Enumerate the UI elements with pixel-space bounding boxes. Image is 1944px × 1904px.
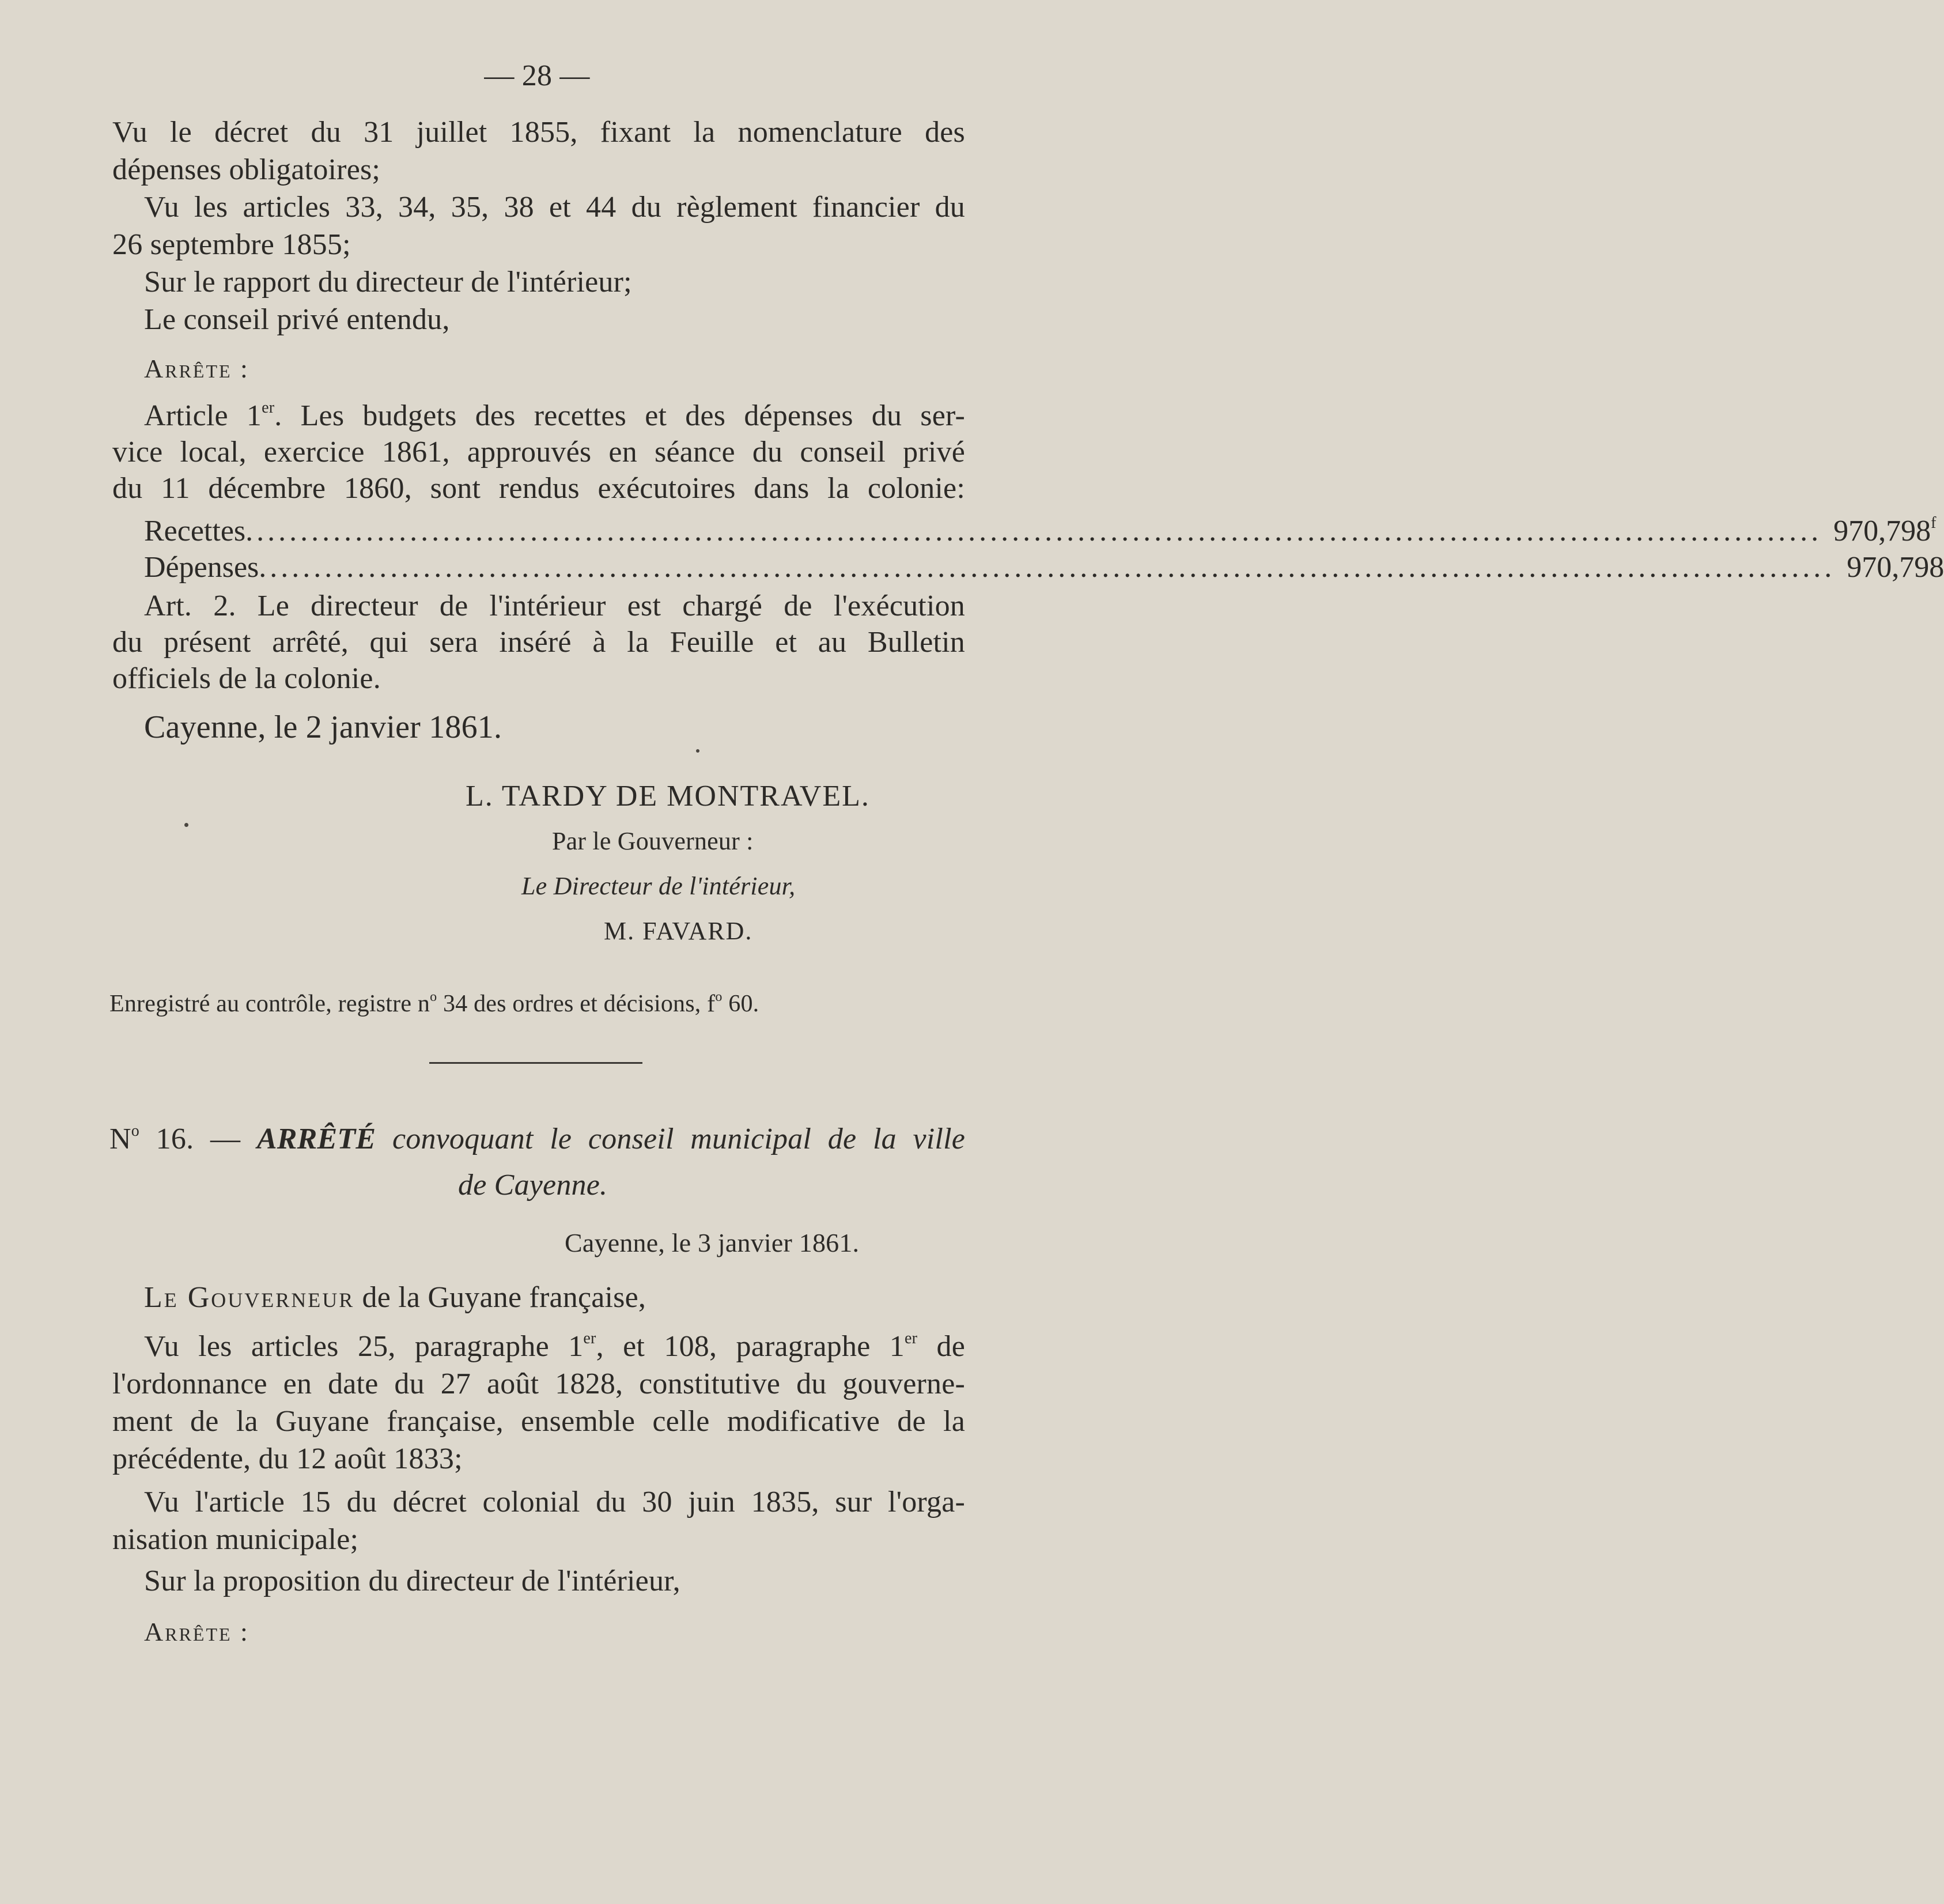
budget-depenses-amount: 970,798: [1847, 551, 1944, 584]
decree-number: 16. —: [139, 1123, 257, 1155]
franc-superscript: f: [1931, 514, 1937, 532]
ordinal-superscript: er: [262, 399, 275, 417]
decree-title-text: convoquant le conseil municipal de la ville: [376, 1123, 965, 1155]
budget-recettes-row: [144, 513, 1937, 550]
registration-prefix: Enregistré au contrôle, registre n: [109, 991, 430, 1017]
considerant-text: de: [917, 1330, 965, 1363]
registration-line: [109, 985, 759, 1022]
decree-intro: [144, 1279, 646, 1316]
article-1-text: . Les budgets des recettes et des dépenses du ser-: [274, 399, 965, 432]
registration-middle: 34 des ordres et décisions, f: [437, 991, 716, 1017]
registration-suffix: 60.: [722, 991, 759, 1017]
gouverneur-label: Le Gouverneur: [144, 1281, 355, 1314]
considerant-line: Vu les articles 33, 34, 35, 38 et 44 du règlement financier du: [144, 191, 965, 224]
decree-number-prefix: N: [109, 1123, 131, 1155]
decree-title-arrete: ARRÊTÉ: [256, 1123, 376, 1155]
decree-considerant-2-line-1: Vu l'article 15 du décret colonial du 30 juin 1835, sur l'orga-: [144, 1486, 965, 1518]
article-1-line-2: vice local, exercice 1861, approuvés en séance du conseil privé: [112, 436, 965, 469]
page-number: — 28 —: [484, 59, 590, 92]
considerant-line: 26 septembre 1855;: [112, 228, 351, 261]
budget-depenses-label: Dépenses: [144, 551, 259, 584]
article-2-line-3: officiels de la colonie.: [112, 662, 381, 695]
article-1-line-1: [144, 398, 965, 435]
print-speck: [696, 749, 699, 753]
numero-superscript: o: [131, 1122, 139, 1140]
budget-recettes-label: Recettes: [144, 515, 246, 547]
decree-considerant-1-line-1: [144, 1328, 965, 1365]
signature-name: L. TARDY DE MONTRAVEL.: [466, 780, 870, 813]
dot-leader: ................................................................................................................................................: [245, 515, 1822, 547]
considerant-text: Vu les articles 25, paragraphe 1: [144, 1330, 584, 1363]
date-line: Cayenne, le 2 janvier 1861.: [144, 709, 502, 745]
decree-date-line: Cayenne, le 3 janvier 1861.: [565, 1228, 860, 1257]
decree-title-line-1: [109, 1121, 965, 1158]
article-1-line-3: du 11 décembre 1860, sont rendus exécutoires dans la colonie:: [112, 472, 965, 505]
considerant-text: , et 108, paragraphe 1: [596, 1330, 905, 1363]
section-separator: [429, 1062, 642, 1064]
ordinal-superscript: er: [583, 1329, 596, 1347]
considerant-line: Sur le rapport du directeur de l'intérieur;: [144, 266, 632, 299]
recettes-amount-value: 970,798: [1833, 515, 1931, 547]
decree-title-line-2: de Cayenne.: [458, 1169, 608, 1202]
signature-par-le: Par le Gouverneur :: [552, 827, 754, 855]
article-2-line-1: Art. 2. Le directeur de l'intérieur est chargé de l'exécution: [144, 590, 965, 622]
decree-considerant-2-line-2: nisation municipale;: [112, 1523, 359, 1556]
decree-considerant-1-line-2: l'ordonnance en date du 27 août 1828, constitutive du gouverne-: [112, 1367, 965, 1400]
decree-considerant-1-line-4: précédente, du 12 août 1833;: [112, 1442, 463, 1475]
budget-depenses-row: [144, 549, 1944, 586]
numero-superscript: o: [430, 989, 437, 1004]
article-1-label: Article 1: [144, 399, 262, 432]
article-2-line-2: du présent arrêté, qui sera inséré à la Feuille et au Bulletin: [112, 626, 965, 659]
decree-intro-text: de la Guyane française,: [354, 1281, 646, 1314]
arrete-heading: Arrête :: [144, 354, 249, 383]
folio-superscript: o: [715, 989, 723, 1004]
considerant-line: Le conseil privé entendu,: [144, 303, 450, 336]
ordinal-superscript: er: [905, 1329, 918, 1347]
print-speck: [184, 823, 188, 827]
considerant-line: Vu le décret du 31 juillet 1855, fixant la nomenclature des: [112, 116, 965, 149]
considerant-line: dépenses obligatoires;: [112, 153, 381, 186]
dot-leader: ................................................................................................................................................: [259, 551, 1836, 584]
signature-signatory: M. FAVARD.: [604, 917, 753, 945]
signature-title: Le Directeur de l'intérieur,: [521, 872, 796, 900]
budget-recettes-amount: [1822, 513, 1936, 550]
decree-considerant-3: Sur la proposition du directeur de l'intérieur,: [144, 1565, 680, 1597]
decree-considerant-1-line-3: ment de la Guyane française, ensemble celle modificative de la: [112, 1405, 965, 1438]
decree-arrete-heading: Arrête :: [144, 1617, 249, 1646]
